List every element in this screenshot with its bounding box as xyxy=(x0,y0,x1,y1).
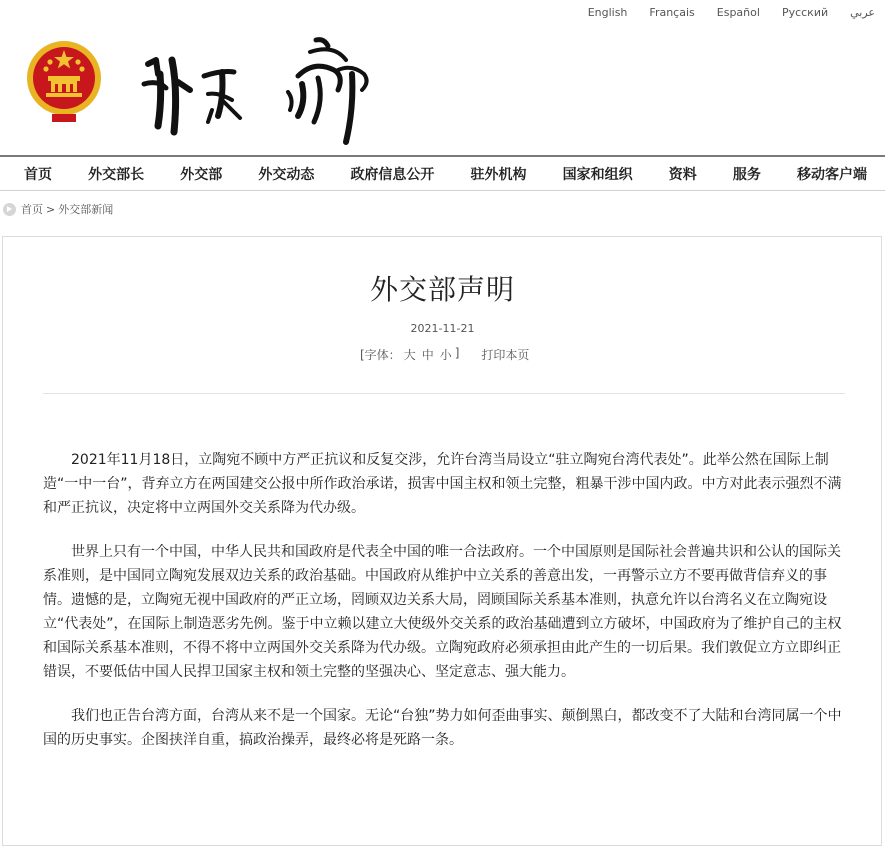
nav-item-minister[interactable]: 外交部长 xyxy=(88,166,145,183)
font-size-large-button[interactable]: 大 xyxy=(403,348,416,362)
article-paragraph: 世界上只有一个中国，中华人民共和国政府是代表全中国的唯一合法政府。一个中国原则是国际社会普遍共识和公认的国际关系准则，是中国同立陶宛发展双边关系的政治基础。中国政府从维护中立关系的善意出发，一再警示立方不要再做背信弃义的事情。遗憾的是，立陶宛无视中国政府的严正立场，罔顾双边关系大局，罔顾国际关系基本准则，执意允许以台湾名义在立陶宛设立“代表处”，在国际上制造恶劣先例。鉴于中立赖以建立大使级外交关系的政治基础遭到立方破坏，中国政府为了维护自己的主权和国际关系基本准则，不得不将中立两国外交关系降为代办级。立陶宛政府必须承担由此产生的一切后果。我们敦促立方立即纠正错误，不要低估中国人民捍卫国家主权和领土完整的坚强决心、坚定意志、强大能力。 xyxy=(43,544,842,680)
nav-item-ministry[interactable]: 外交部 xyxy=(180,166,223,183)
divider xyxy=(43,393,845,394)
article-paragraph: 我们也正告台湾方面，台湾从来不是一个国家。无论“台独”势力如何歪曲事实、颠倒黑白，都改变不了大陆和台湾同属一个中国的历史事实。企图挟洋自重，搞政治操弄，最终必将是死路一条。 xyxy=(43,708,842,748)
nav-item-services[interactable]: 服务 xyxy=(732,166,761,183)
nav-item-resources[interactable]: 资料 xyxy=(668,166,697,183)
breadcrumb-current-link[interactable]: 外交部新闻 xyxy=(58,203,114,216)
breadcrumb-home-link[interactable]: 首页 xyxy=(21,203,43,216)
lang-french-link[interactable]: Français xyxy=(649,6,695,19)
calligraphy-logo[interactable] xyxy=(138,30,378,148)
lang-spanish-link[interactable]: Español xyxy=(716,6,760,19)
lang-arabic-link[interactable]: عربي xyxy=(850,6,875,19)
site-header xyxy=(0,22,885,154)
nav-item-gov-info[interactable]: 政府信息公开 xyxy=(350,166,435,183)
main-nav xyxy=(0,155,885,191)
font-size-medium-button[interactable]: 中 xyxy=(421,348,434,362)
font-size-label-close: ] xyxy=(454,346,460,360)
lang-english-link[interactable]: English xyxy=(587,6,628,19)
font-size-label: [字体： xyxy=(360,348,401,362)
font-size-small-button[interactable]: 小 xyxy=(439,348,452,362)
article-date: 2021-11-21 xyxy=(410,322,475,335)
article-body xyxy=(43,448,849,772)
national-emblem-icon[interactable] xyxy=(24,36,104,124)
nav-item-countries[interactable]: 国家和组织 xyxy=(562,166,633,183)
breadcrumb xyxy=(0,201,113,217)
nav-item-mobile[interactable]: 移动客户端 xyxy=(796,166,867,183)
print-page-link[interactable]: 打印本页 xyxy=(481,348,530,362)
nav-item-missions[interactable]: 驻外机构 xyxy=(470,166,527,183)
nav-item-home[interactable]: 首页 xyxy=(24,166,52,183)
article-tools xyxy=(360,346,529,363)
home-icon xyxy=(3,203,16,216)
lang-russian-link[interactable]: Русский xyxy=(781,6,829,19)
language-bar xyxy=(566,6,875,22)
article-title: 外交部声明 xyxy=(369,273,515,306)
article-paragraph: 2021年11月18日，立陶宛不顾中方严正抗议和反复交涉，允许台湾当局设立“驻立陶宛台湾代表处”。此举公然在国际上制造“一中一台”，背弃立方在两国建交公报中所作政治承诺，损害中国主权和领土完整，粗暴干涉中国内政。中方对此表示强烈不满和严正抗议，决定将中立两国外交关系降为代办级。 xyxy=(43,452,842,516)
breadcrumb-separator: > xyxy=(46,202,56,216)
nav-item-diplomatic-news[interactable]: 外交动态 xyxy=(258,166,315,183)
